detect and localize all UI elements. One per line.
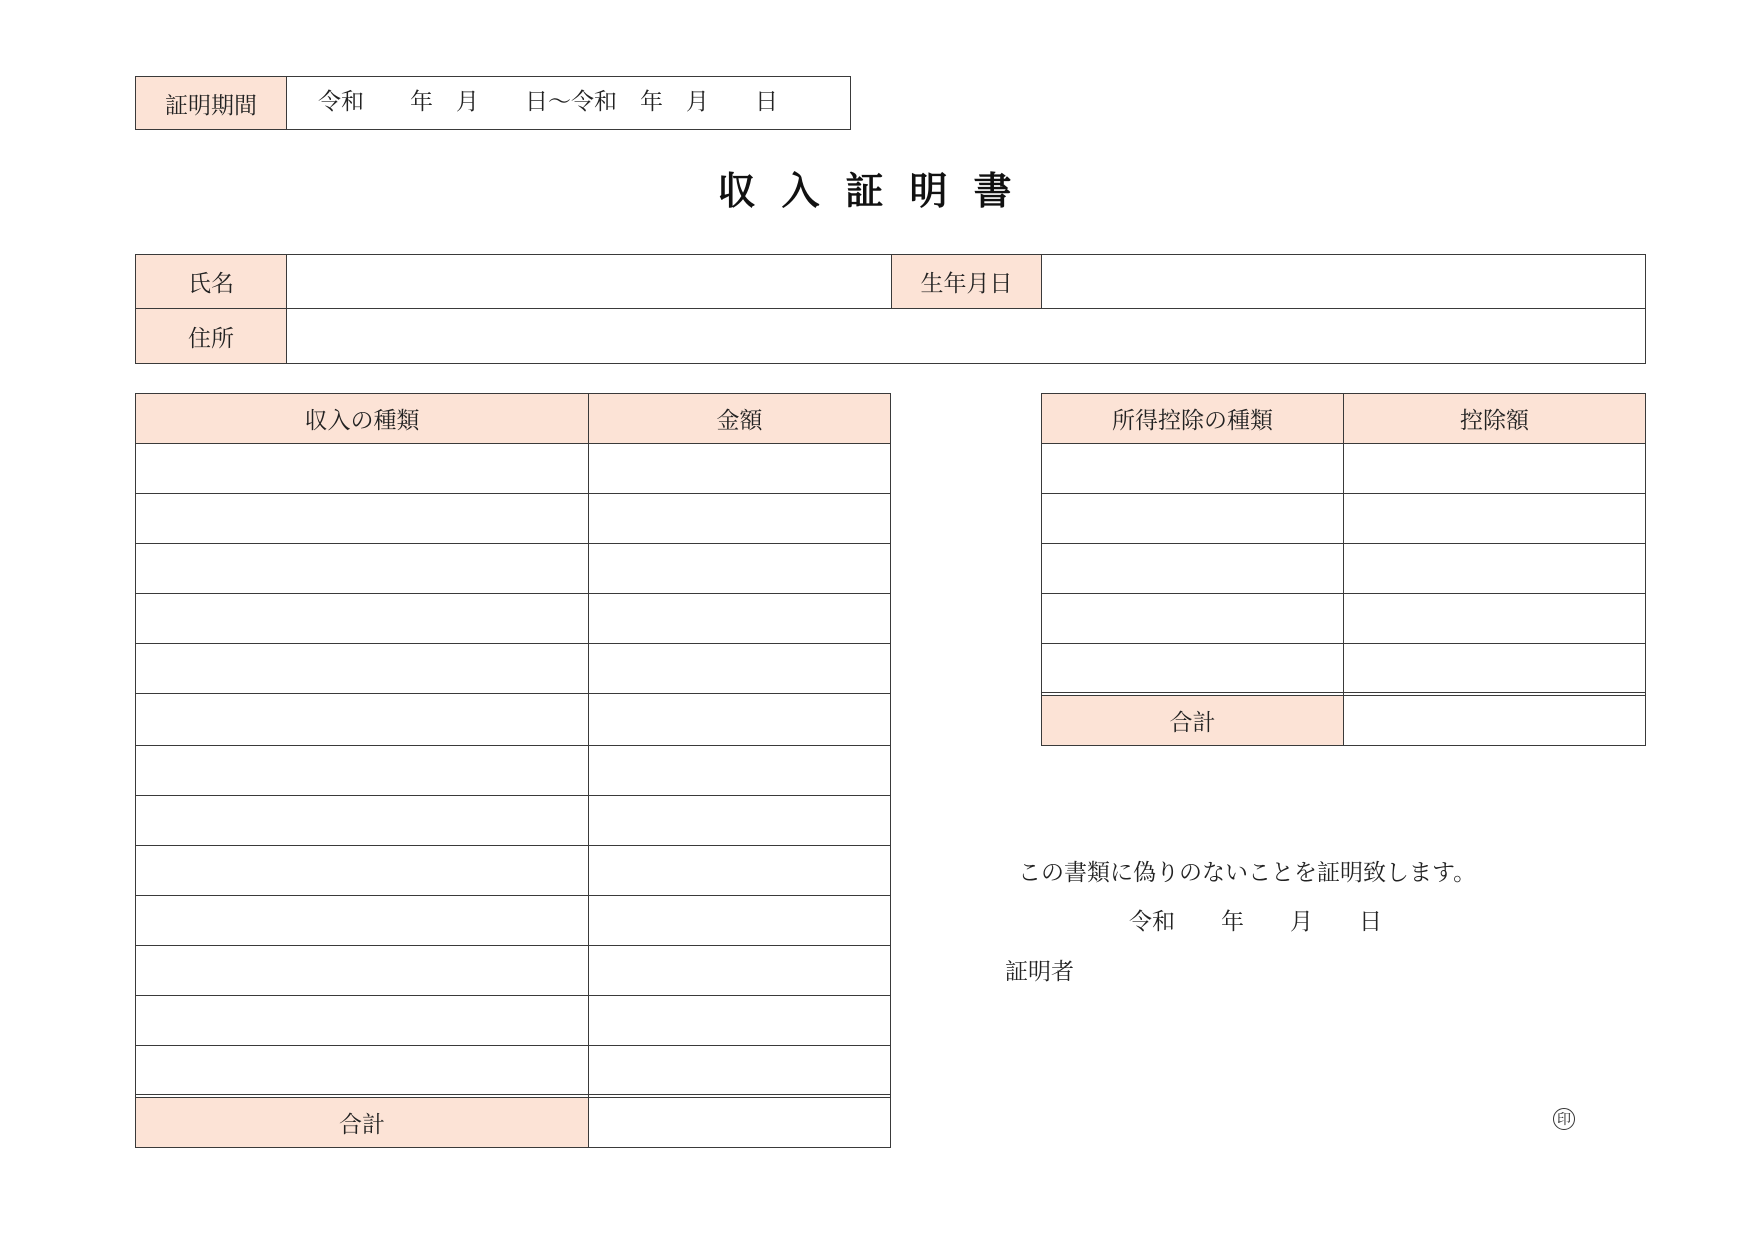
address-field[interactable]	[287, 309, 1645, 363]
income-total-value[interactable]	[589, 1098, 890, 1147]
income-amount-header: 金額	[589, 394, 890, 443]
address-label: 住所	[136, 309, 286, 363]
certification-statement: この書類に偽りのないことを証明致します。	[1018, 860, 1477, 886]
deduction-amount-header: 控除額	[1344, 394, 1645, 443]
income-table	[135, 393, 891, 1148]
page-title: 収入証明書	[717, 169, 1038, 213]
period-value[interactable]: 令和 年 月 日～令和 年 月 日	[318, 89, 778, 115]
birth-date-field[interactable]	[1042, 255, 1645, 308]
name-field[interactable]	[287, 255, 891, 308]
name-label: 氏名	[136, 255, 286, 308]
period-label: 証明期間	[136, 77, 286, 129]
income-type-header: 収入の種類	[136, 394, 588, 443]
certifier-label: 証明者	[1005, 959, 1074, 985]
income-total-label: 合計	[136, 1098, 588, 1147]
certification-date[interactable]: 令和 年 月 日	[1129, 909, 1382, 935]
deduction-total-label: 合計	[1042, 696, 1343, 745]
birth-date-label: 生年月日	[892, 255, 1041, 308]
deduction-total-value[interactable]	[1344, 696, 1645, 745]
seal-mark-icon: 印	[1553, 1108, 1575, 1130]
deduction-type-header: 所得控除の種類	[1042, 394, 1343, 443]
